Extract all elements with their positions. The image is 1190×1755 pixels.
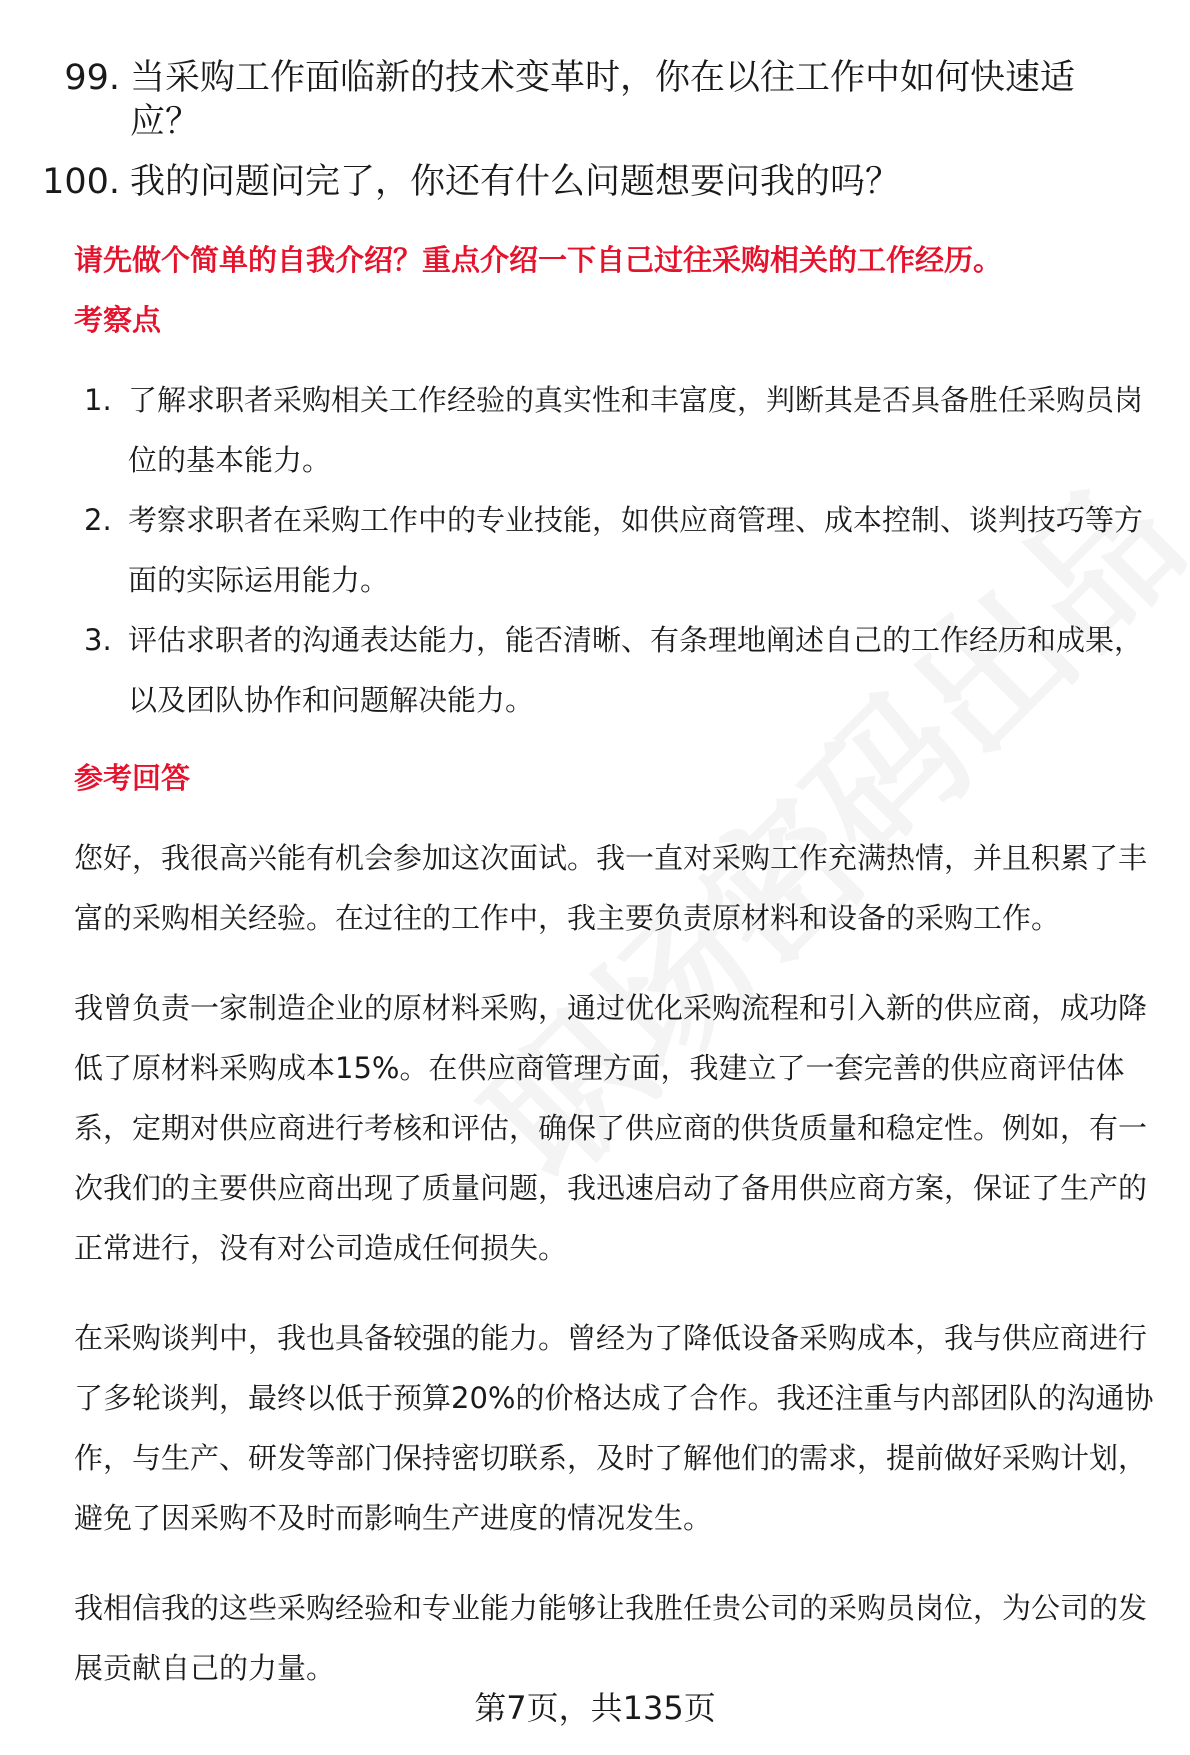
answer-paragraph: 在采购谈判中，我也具备较强的能力。曾经为了降低设备采购成本，我与供应商进行了多轮谈判，最终以低于预算20%的价格达成了合作。我还注重与内部团队的沟通协作，与生产、研发等部门保持密切联系，及时了解他们的需求，提前做好采购计划，避免了因采购不及时而影响生产进度的情况发生。 (74, 1321, 1154, 1535)
page-footer: 第7页，共135页 (474, 1689, 716, 1727)
question-text: 当采购工作面临新的技术变革时，你在以往工作中如何快速适应？ (130, 58, 1076, 142)
question-number: 99. (64, 58, 120, 98)
point-text: 考察求职者在采购工作中的专业技能，如供应商管理、成本控制、谈判技巧等方面的实际运用能力。 (128, 503, 1144, 597)
point-number: 1. (84, 383, 112, 417)
question-number: 100. (42, 162, 120, 202)
point-text: 评估求职者的沟通表达能力，能否清晰、有条理地阐述自己的工作经历和成果，以及团队协作和问题解决能力。 (128, 623, 1144, 717)
question-item-100 (0, 160, 1190, 206)
question-item-99 (0, 56, 1190, 146)
question-heading: 请先做个简单的自我介绍？重点介绍一下自己过往采购相关的工作经历。 (74, 243, 1003, 277)
point-number: 3. (84, 623, 112, 657)
answer-paragraph: 您好，我很高兴能有机会参加这次面试。我一直对采购工作充满热情，并且积累了丰富的采购相关经验。在过往的工作中，我主要负责原材料和设备的采购工作。 (74, 841, 1148, 935)
answer-paragraph: 我曾负责一家制造企业的原材料采购，通过优化采购流程和引入新的供应商，成功降低了原材料采购成本15%。在供应商管理方面，我建立了一套完善的供应商评估体系，定期对供应商进行考核和评估，确保了供应商的供货质量和稳定性。例如，有一次我们的主要供应商出现了质量问题，我迅速启动了备用供应商方案，保证了生产的正常进行，没有对公司造成任何损失。 (74, 991, 1148, 1265)
answer-paragraph: 我相信我的这些采购经验和专业能力能够让我胜任贵公司的采购员岗位，为公司的发展贡献自己的力量。 (74, 1591, 1148, 1685)
answer-heading: 参考回答 (74, 761, 191, 795)
point-text: 了解求职者采购相关工作经验的真实性和丰富度，判断其是否具备胜任采购员岗位的基本能力。 (128, 383, 1144, 477)
point-number: 2. (84, 503, 112, 537)
points-heading: 考察点 (74, 303, 162, 337)
question-text: 我的问题问完了，你还有什么问题想要问我的吗？ (130, 162, 901, 202)
